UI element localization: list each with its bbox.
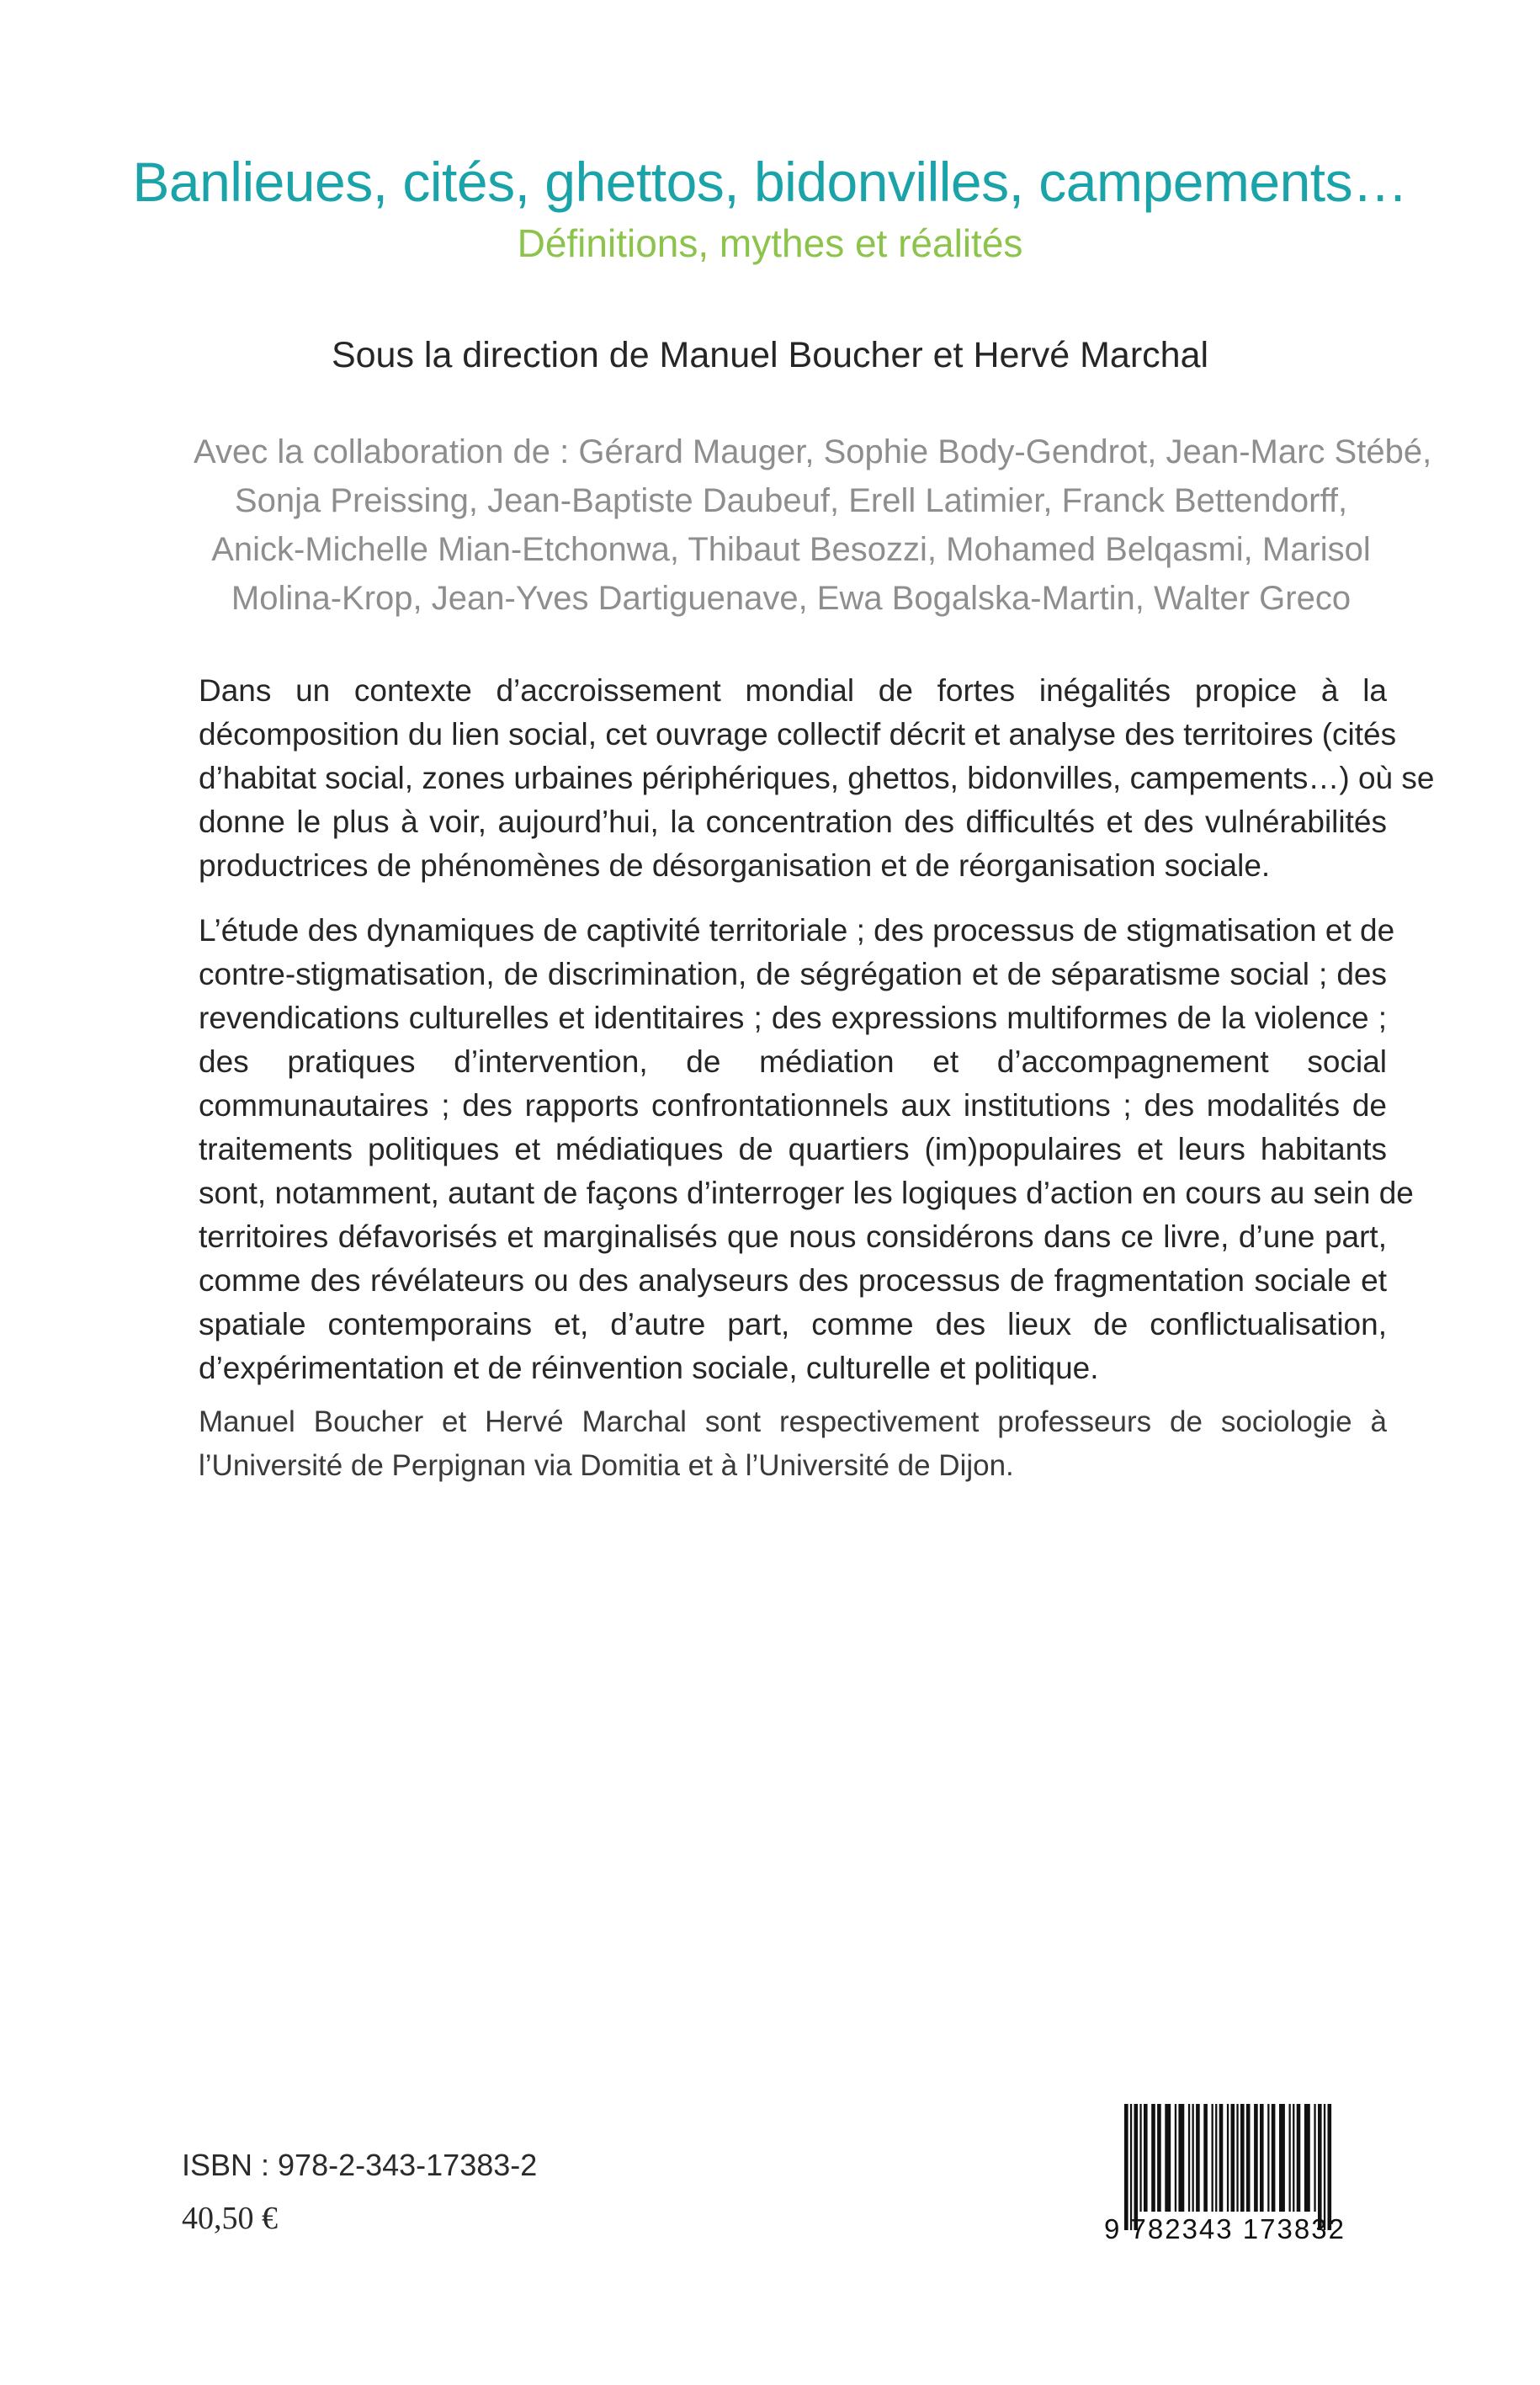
barcode-bar xyxy=(1203,2104,1208,2212)
barcode-bar xyxy=(1165,2104,1171,2212)
text-line: spatiale contemporains et, d’autre part, comme des lieux de conflictualisation, xyxy=(199,1307,1387,1341)
barcode-bar xyxy=(1279,2104,1285,2212)
barcode-bar xyxy=(1178,2104,1184,2212)
collaborators-line: Avec la collaboration de : Gérard Mauger, Sophie Body-Gendrot, Jean-Marc Stébé, xyxy=(194,433,1432,470)
barcode-bar xyxy=(1188,2104,1190,2212)
barcode-bar xyxy=(1124,2104,1128,2230)
text-line: contre-stigmatisation, de discrimination, de ségrégation et de séparatisme social ; des xyxy=(199,957,1387,991)
collaborators-line: Molina-Krop, Jean-Yves Dartiguenave, Ewa Bogalska-Martin, Walter Greco xyxy=(231,580,1351,617)
barcode-bar xyxy=(1134,2104,1139,2230)
summary-paragraph-1 xyxy=(199,669,1435,888)
barcode-bar xyxy=(1157,2104,1161,2212)
barcode-bar xyxy=(1212,2104,1213,2212)
barcode-bar xyxy=(1144,2104,1148,2212)
barcode-bar xyxy=(1246,2104,1251,2212)
isbn-label: ISBN : 978-2-343-17383-2 xyxy=(182,2148,538,2182)
barcode-bar xyxy=(1151,2104,1155,2212)
barcode-bar xyxy=(1231,2104,1235,2212)
barcode-bar xyxy=(1272,2104,1276,2212)
barcode-bar xyxy=(1328,2104,1332,2230)
editors-line: Sous la direction de Manuel Boucher et Hervé Marchal xyxy=(331,335,1209,375)
text-line: territoires défavorisés et marginalisés que nous considérons dans ce livre, d’une part, xyxy=(199,1219,1387,1254)
text-line: productrices de phénomènes de désorganisation et de réorganisation sociale. xyxy=(199,848,1271,883)
barcode-bar xyxy=(1139,2104,1141,2212)
barcode-bar xyxy=(1297,2104,1301,2212)
barcode-bar xyxy=(1289,2104,1291,2212)
summary-paragraph-2 xyxy=(199,909,1414,1390)
text-line: l’Université de Perpignan via Domitia et à l’Université de Dijon. xyxy=(199,1449,1014,1482)
text-line: revendications culturelles et identitaires ; des expressions multiformes de la violence ; xyxy=(199,1001,1387,1035)
text-line: d’habitat social, zones urbaines périphériques, ghettos, bidonvilles, campements…) où se xyxy=(199,761,1435,795)
barcode-bar xyxy=(1304,2104,1310,2212)
text-line: des pratiques d’intervention, de médiation et d’accompagnement social xyxy=(199,1044,1387,1079)
barcode-bar xyxy=(1260,2104,1264,2212)
barcode-bar xyxy=(1130,2104,1132,2230)
barcode-bar xyxy=(1215,2104,1217,2212)
text-line: sont, notamment, autant de façons d’interroger les logiques d’action en cours au sein de xyxy=(199,1176,1414,1210)
book-subtitle: Définitions, mythes et réalités xyxy=(517,221,1023,265)
book-title: Banlieues, cités, ghettos, bidonvilles, campements… xyxy=(132,151,1408,213)
authors-bio xyxy=(199,1400,1387,1488)
barcode-bar xyxy=(1314,2104,1315,2212)
text-line: L’étude des dynamiques de captivité territoriale ; des processus de stigmatisation et de xyxy=(199,913,1395,948)
barcode-bar xyxy=(1196,2104,1200,2212)
collaborators-line: Anick-Michelle Mian-Etchonwa, Thibaut Besozzi, Mohamed Belqasmi, Marisol xyxy=(211,531,1371,568)
barcode-bar xyxy=(1219,2104,1224,2212)
barcode-bar xyxy=(1227,2104,1229,2212)
barcode-bar xyxy=(1293,2104,1294,2212)
text-line: comme des révélateurs ou des analyseurs des processus de fragmentation sociale et xyxy=(199,1263,1387,1298)
barcode-bar xyxy=(1240,2104,1245,2212)
barcode-bar xyxy=(1175,2104,1176,2212)
barcode-bar xyxy=(1324,2104,1325,2230)
text-line: Dans un contexte d’accroissement mondial de fortes inégalités propice à la xyxy=(199,673,1387,708)
barcode-bar xyxy=(1236,2104,1238,2212)
text-line: donne le plus à voir, aujourd’hui, la concentration des difficultés et des vulnérabilités xyxy=(199,805,1387,839)
barcode-bar xyxy=(1318,2104,1322,2230)
barcode-bar xyxy=(1192,2104,1194,2212)
text-line: traitements politiques et médiatiques de quartiers (im)populaires et leurs habitants xyxy=(199,1132,1387,1166)
barcode-digits: 9 782343 173832 xyxy=(1104,2213,1346,2244)
price-label: 40,50 € xyxy=(182,2201,278,2236)
barcode-bar xyxy=(1254,2104,1258,2212)
text-line: communautaires ; des rapports confrontationnels aux institutions ; des modalités de xyxy=(199,1088,1387,1123)
collaborators-line: Sonja Preissing, Jean-Baptiste Daubeuf, Erell Latimier, Franck Bettendorff, xyxy=(234,482,1348,519)
text-line: d’expérimentation et de réinvention sociale, culturelle et politique. xyxy=(199,1351,1099,1385)
barcode-bar xyxy=(1267,2104,1269,2212)
text-line: Manuel Boucher et Hervé Marchal sont respectivement professeurs de sociologie à xyxy=(199,1405,1387,1438)
collaborators-block xyxy=(194,428,1432,623)
text-line: décomposition du lien social, cet ouvrage collectif décrit et analyse des territoires (cités xyxy=(199,717,1397,752)
